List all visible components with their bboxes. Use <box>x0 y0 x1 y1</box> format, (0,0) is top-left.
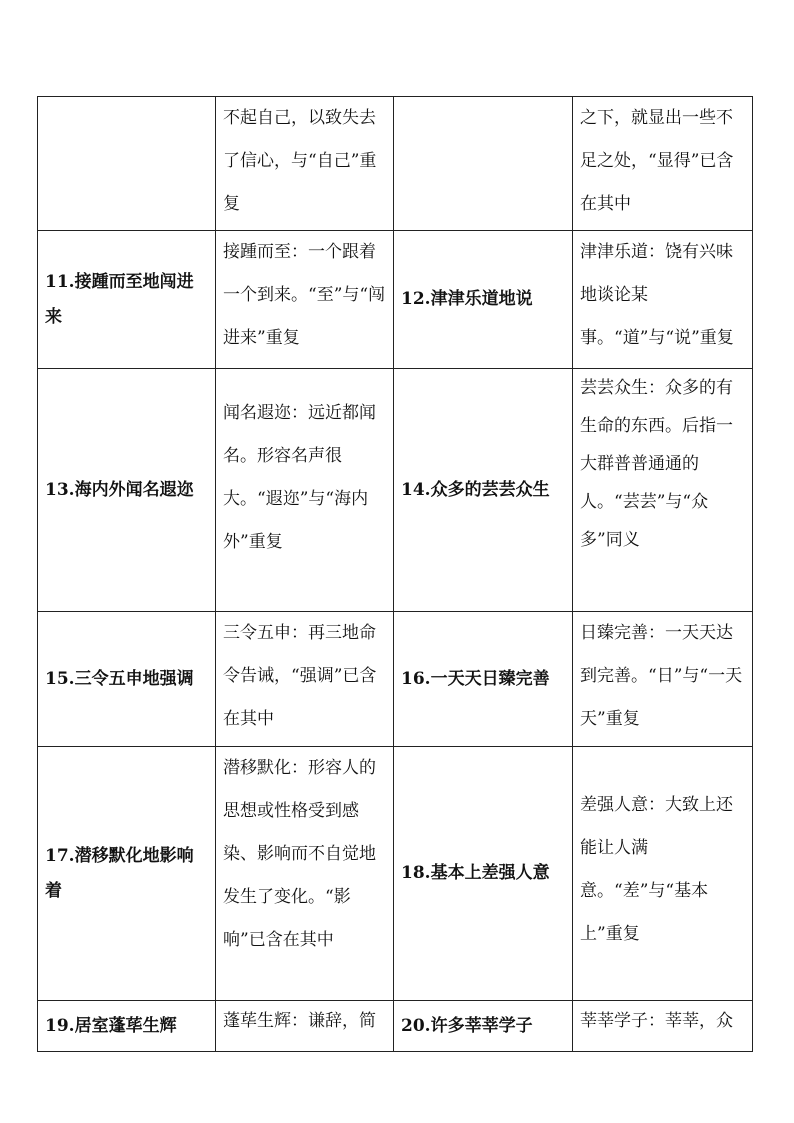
definition-cell: 莘莘学子：莘莘，众 <box>573 1001 753 1052</box>
definition-cell: 津津乐道：饶有兴味地谈论某事。“道”与“说”重复 <box>573 231 753 369</box>
definition-cell: 潜移默化：形容人的思想或性格受到感染、影响而不自觉地发生了变化。“影响”已含在其中 <box>216 747 394 1001</box>
term-cell <box>394 97 573 231</box>
table-row <box>38 747 753 1001</box>
table-row <box>38 1001 753 1052</box>
definition-cell: 日臻完善：一天天达到完善。“日”与“一天天”重复 <box>573 612 753 747</box>
term-cell: 18.基本上差强人意 <box>394 747 573 1001</box>
definition-cell: 差强人意：大致上还能让人满意。“差”与“基本上”重复 <box>573 747 753 1001</box>
term-cell: 11.接踵而至地闯进来 <box>38 231 216 369</box>
definition-cell: 不起自己，以致失去了信心，与“自己”重复 <box>216 97 394 231</box>
table-row <box>38 97 753 231</box>
definition-cell: 芸芸众生：众多的有生命的东西。后指一大群普普通通的人。“芸芸”与“众多”同义 <box>573 369 753 612</box>
table-row <box>38 231 753 369</box>
term-cell: 15.三令五申地强调 <box>38 612 216 747</box>
definition-cell: 三令五申：再三地命令告诫，“强调”已含在其中 <box>216 612 394 747</box>
table-row <box>38 612 753 747</box>
term-cell: 14.众多的芸芸众生 <box>394 369 573 612</box>
term-cell: 17.潜移默化地影响着 <box>38 747 216 1001</box>
idiom-table <box>37 96 753 1052</box>
definition-cell: 闻名遐迩：远近都闻名。形容名声很大。“遐迩”与“海内外”重复 <box>216 369 394 612</box>
term-cell: 16.一天天日臻完善 <box>394 612 573 747</box>
term-cell: 20.许多莘莘学子 <box>394 1001 573 1052</box>
term-cell: 12.津津乐道地说 <box>394 231 573 369</box>
term-cell: 13.海内外闻名遐迩 <box>38 369 216 612</box>
term-cell: 19.居室蓬荜生辉 <box>38 1001 216 1052</box>
term-cell <box>38 97 216 231</box>
definition-cell: 蓬荜生辉：谦辞，简 <box>216 1001 394 1052</box>
table-row <box>38 369 753 612</box>
definition-cell: 接踵而至：一个跟着一个到来。“至”与“闯进来”重复 <box>216 231 394 369</box>
definition-cell: 之下，就显出一些不足之处，“显得”已含在其中 <box>573 97 753 231</box>
